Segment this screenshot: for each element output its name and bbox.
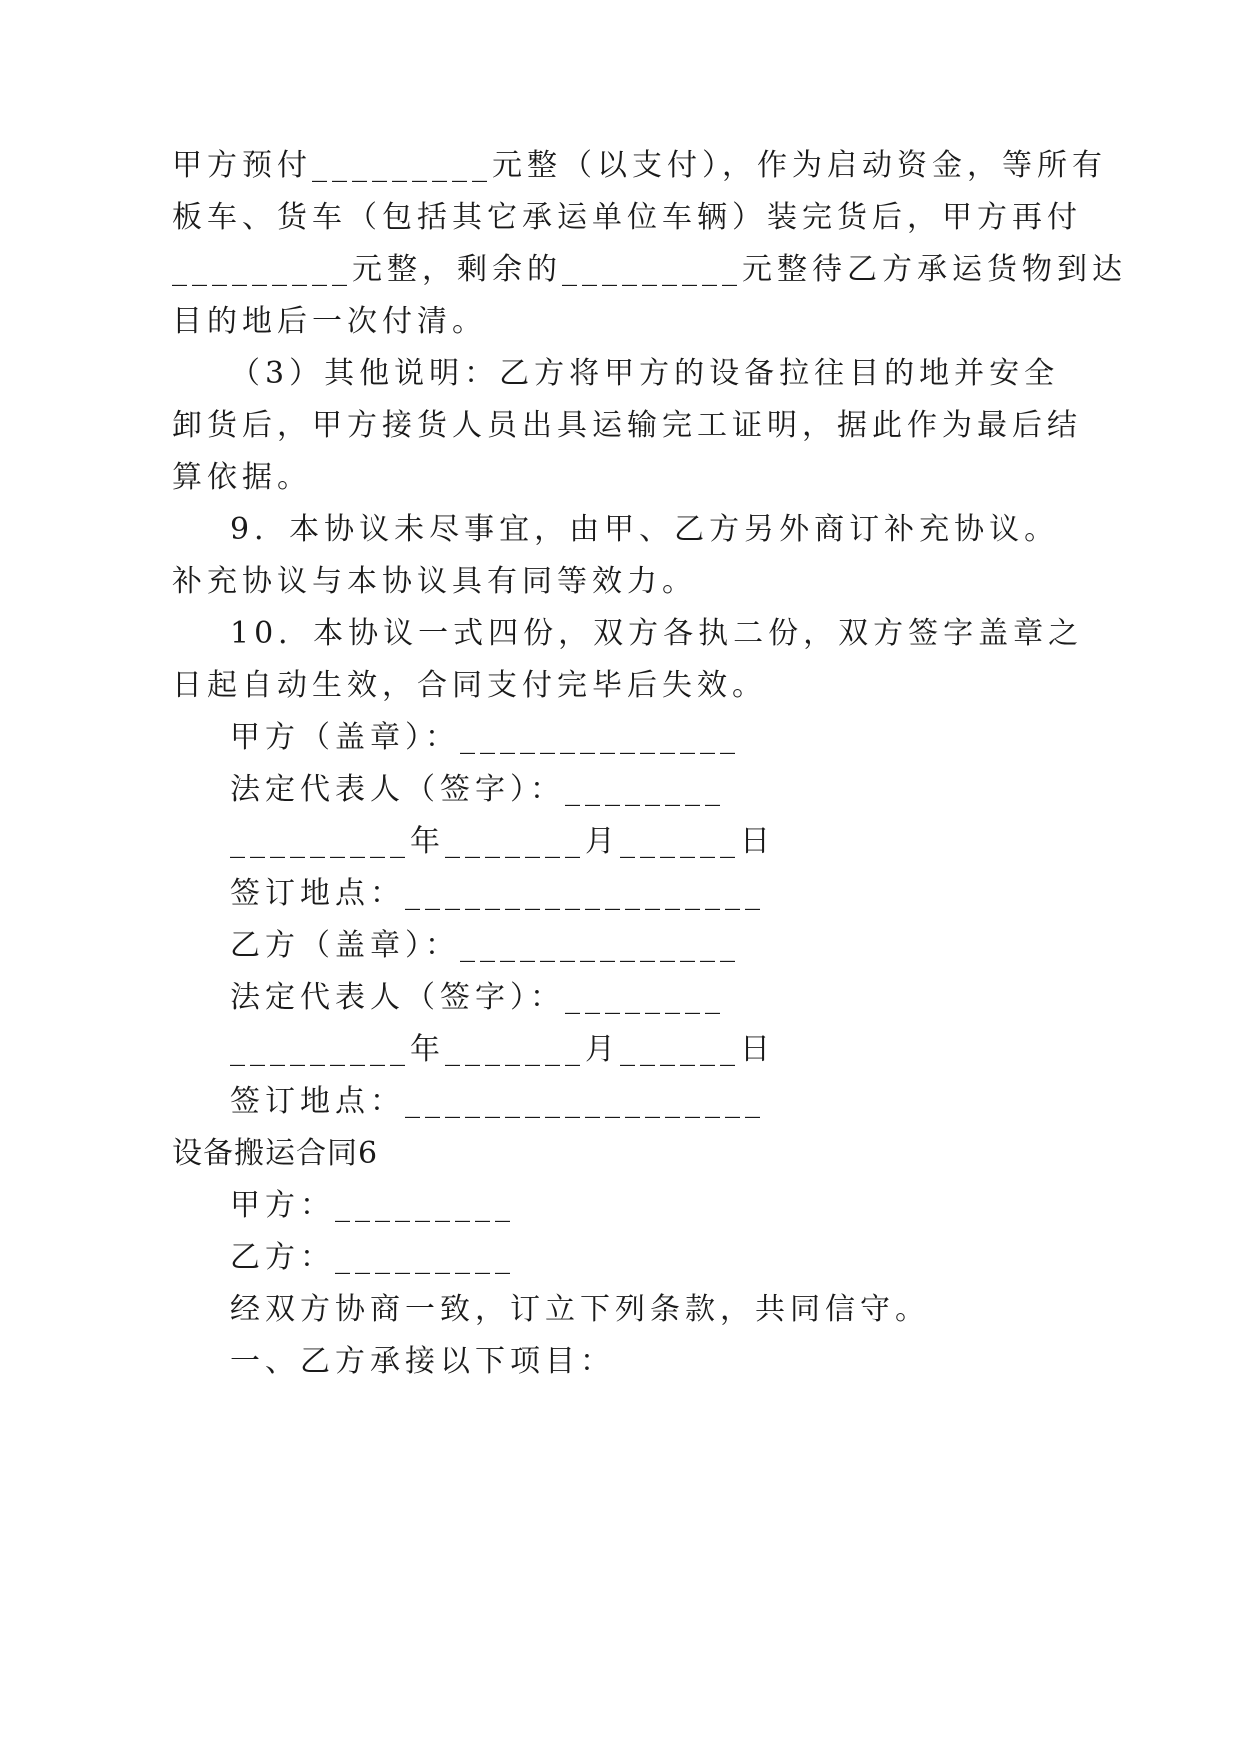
party-b-date-line: _________年_______月______日 [230, 1032, 775, 1067]
party-a-place-line: 签订地点：__________________ [230, 876, 765, 911]
party-a-date-line: _________年_______月______日 [230, 824, 775, 859]
paragraph-line: 经双方协商一致，订立下列条款，共同信守。 [230, 1292, 930, 1327]
paragraph-line: _________元整，剩余的_________元整待乙方承运货物到达 [172, 252, 1127, 287]
paragraph-line: 卸货后，甲方接货人员出具运输完工证明，据此作为最后结 [172, 408, 1082, 443]
party-a-representative-line: 法定代表人（签字）：________ [230, 772, 725, 807]
section-heading: 一、乙方承接以下项目： [230, 1344, 615, 1379]
paragraph-line: 9．本协议未尽事宜，由甲、乙方另外商订补充协议。 [230, 512, 1060, 547]
paragraph-line: 算依据。 [172, 460, 312, 495]
paragraph-line: 目的地后一次付清。 [172, 304, 487, 339]
paragraph-line: 补充协议与本协议具有同等效力。 [172, 564, 697, 599]
party-b-representative-line: 法定代表人（签字）：________ [230, 980, 725, 1015]
paragraph-line: （3）其他说明：乙方将甲方的设备拉往目的地并安全 [230, 356, 1060, 391]
paragraph-line: 10．本协议一式四份，双方各执二份，双方签字盖章之 [230, 616, 1084, 651]
party-a-seal-line: 甲方（盖章）：______________ [230, 720, 740, 755]
paragraph-line: 甲方预付_________元整（以支付），作为启动资金，等所有 [172, 148, 1107, 183]
paragraph-line: 日起自动生效，合同支付完毕后失效。 [172, 668, 767, 703]
party-a-line: 甲方：_________ [230, 1188, 515, 1223]
party-b-line: 乙方：_________ [230, 1240, 515, 1275]
contract-heading: 设备搬运合同6 [172, 1136, 379, 1171]
party-b-seal-line: 乙方（盖章）：______________ [230, 928, 740, 963]
party-b-place-line: 签订地点：__________________ [230, 1084, 765, 1119]
paragraph-line: 板车、货车（包括其它承运单位车辆）装完货后，甲方再付 [172, 200, 1082, 235]
